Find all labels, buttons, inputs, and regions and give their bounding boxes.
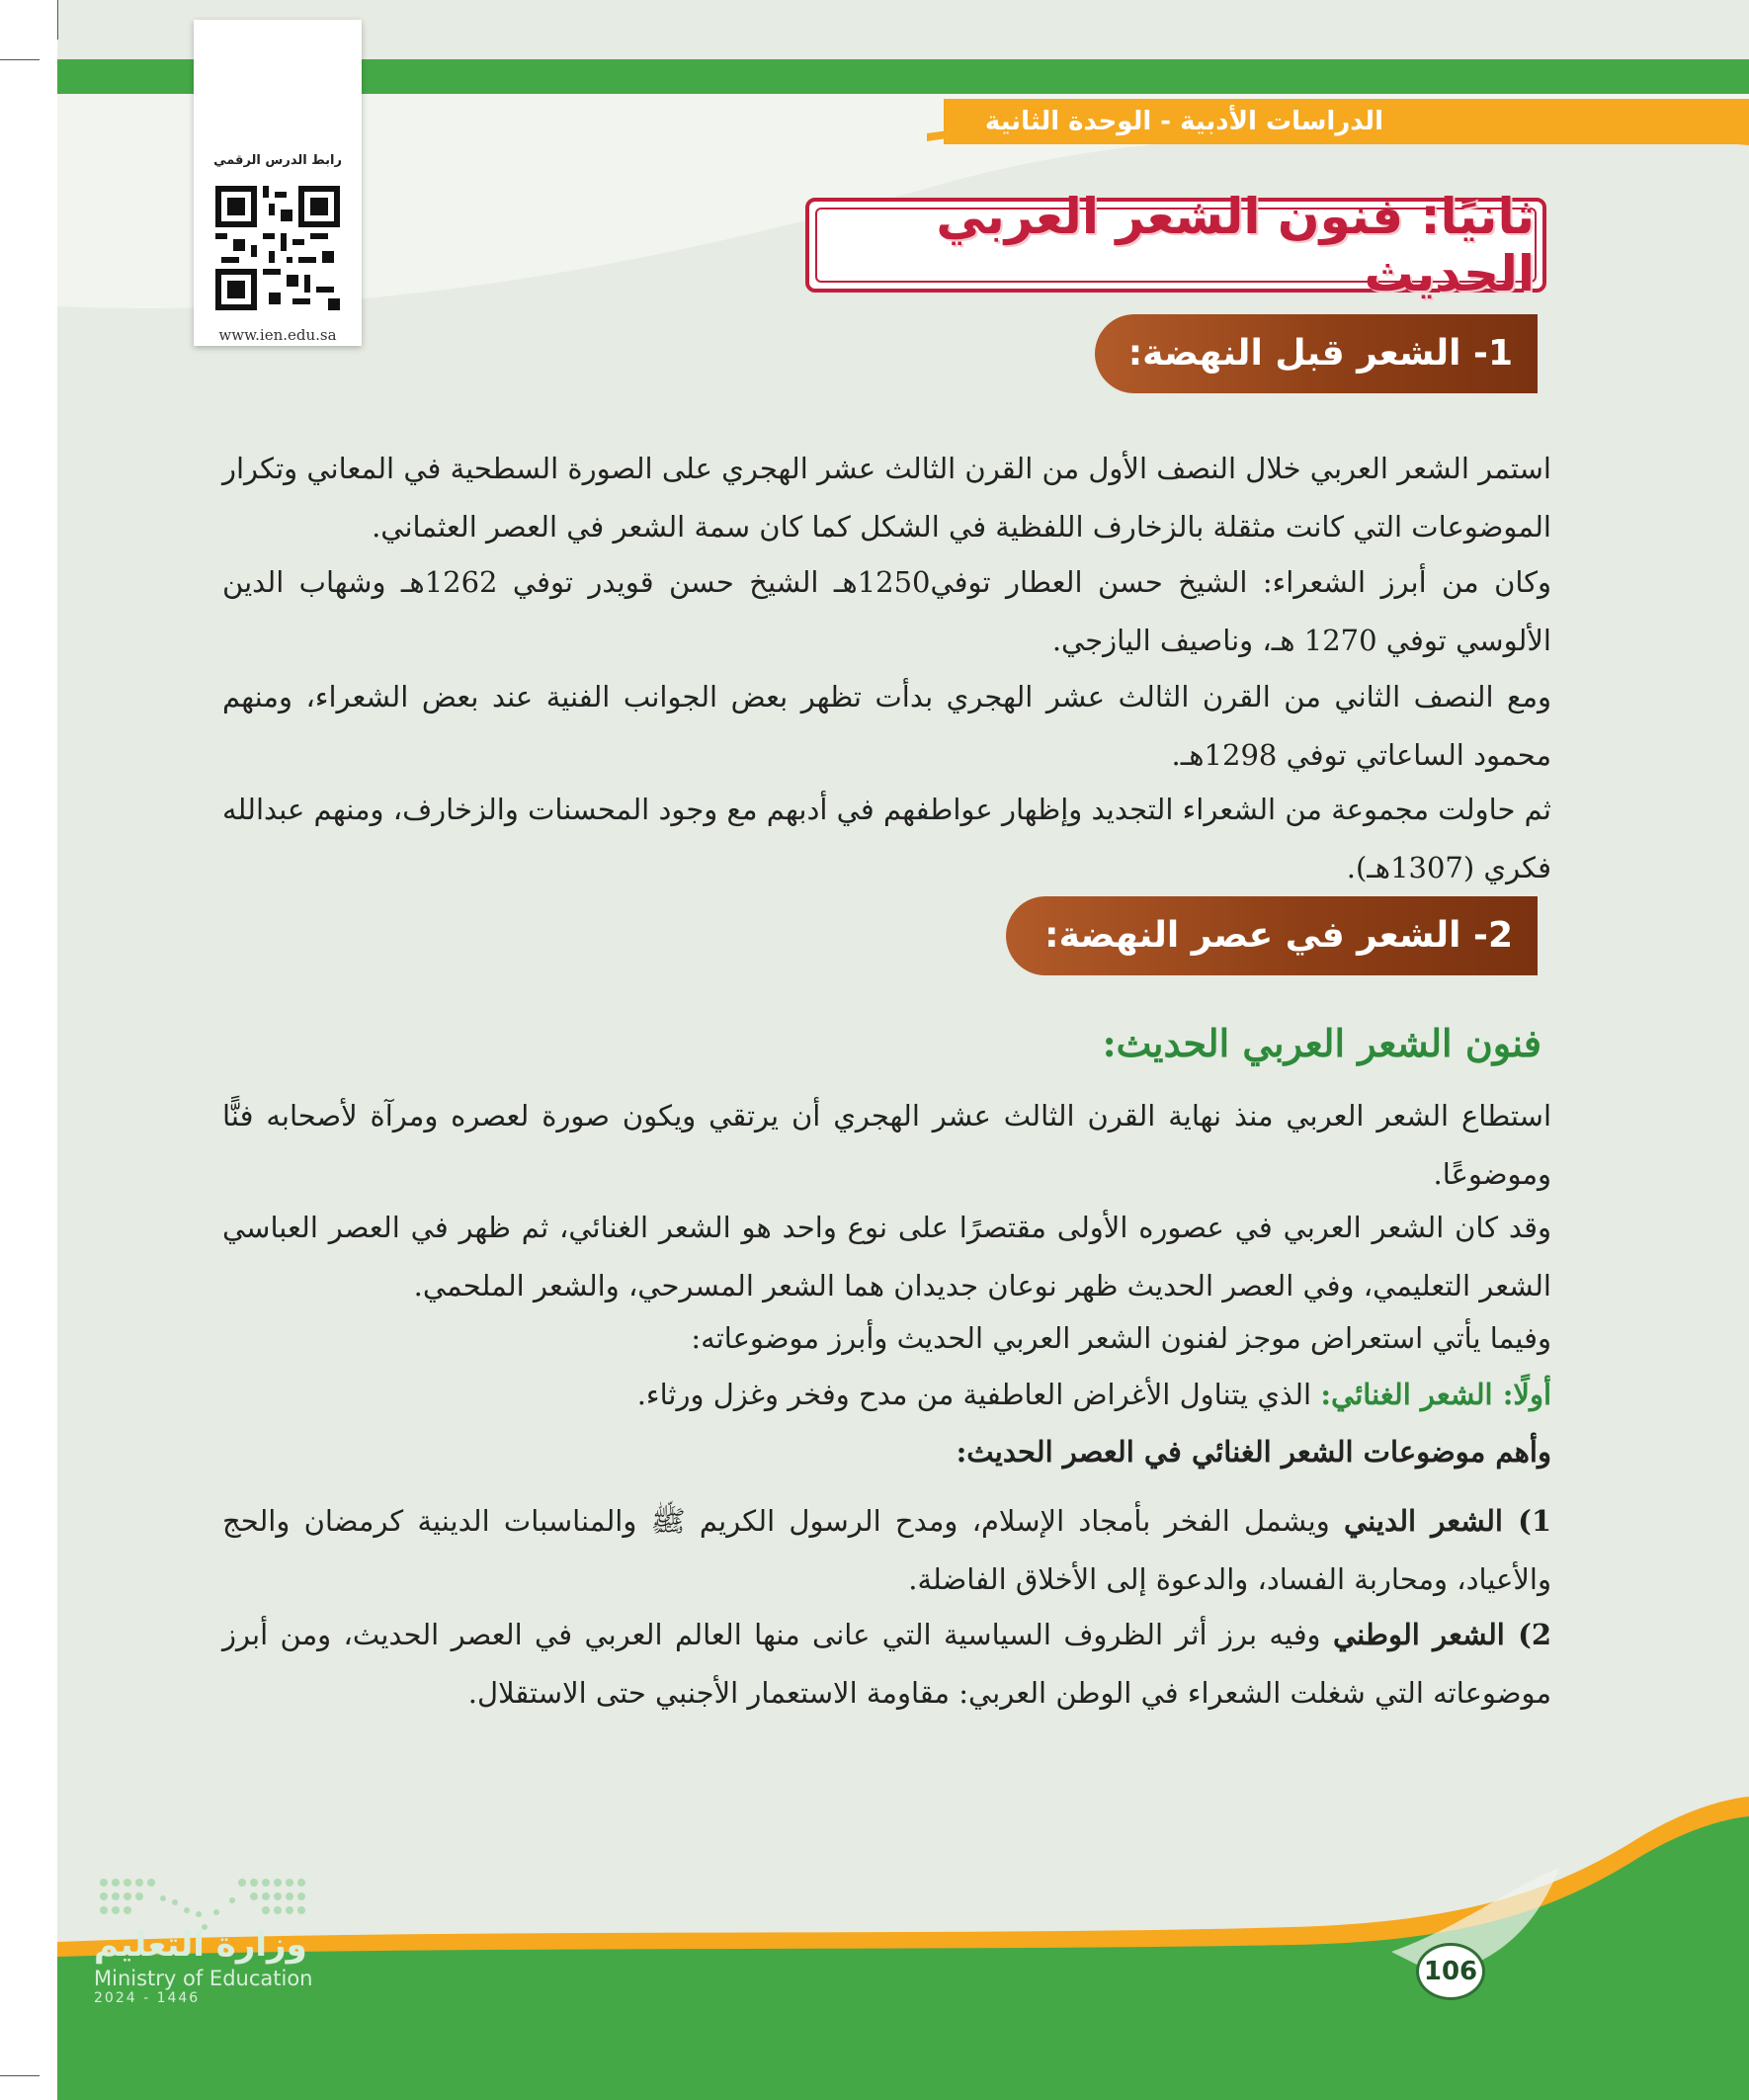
topic-item-2 — [222, 1606, 1551, 1722]
topic-item-2-label: 2) الشعر الوطني — [1332, 1618, 1552, 1651]
main-title-inner-frame — [815, 188, 1537, 302]
section2-paragraph-3: وفيما يأتي استعراض موجز لفنون الشعر العربي الحديث وأبرز موضوعاته: — [691, 1321, 1551, 1355]
ministry-name-arabic: وزارة التعليم — [94, 1925, 307, 1965]
topics-heading: وأهم موضوعات الشعر الغنائي في العصر الحديث: — [956, 1435, 1551, 1469]
topic-item-1-text: ويشمل الفخر بأمجاد الإسلام، ومدح الرسول الكريم ﷺ والمناسبات الدينية كرمضان والحج والأعياد، ومحاربة الفساد، والدعوة إلى الأخلاق الفاضلة. — [222, 1504, 1551, 1596]
lyric-poetry-text: الذي يتناول الأغراض العاطفية من مدح وفخر وغزل ورثاء. — [636, 1378, 1312, 1411]
section2-heading: 2- الشعر في عصر النهضة: — [1006, 896, 1538, 975]
topic-item-2-text: وفيه برز أثر الظروف السياسية التي عانى منها العالم العربي في العصر الحديث، ومن أبرز موضوعاته التي شغلت الشعراء في الوطن العربي: مقاومة الاستعمار الأجنبي حتى الاستقلال. — [222, 1618, 1551, 1710]
section1-paragraph-1: استمر الشعر العربي خلال النصف الأول من القرن الثالث عشر الهجري على الصورة السطحية في المعاني وتكرار الموضوعات التي كانت مثقلة بالزخارف اللفظية في الشكل كما كان سمة الشعر في العصر العثماني. — [222, 452, 1551, 544]
lyric-poetry-label: أولًا: الشعر الغنائي: — [1320, 1378, 1551, 1411]
unit-title: الدراسات الأدبية - الوحدة الثانية — [984, 107, 1383, 136]
qr-url[interactable]: www.ien.edu.sa — [218, 326, 337, 344]
page-title: ثانيًا: فنون الشعر العربي الحديث — [936, 188, 1535, 302]
section1-paragraph-3: ومع النصف الثاني من القرن الثالث عشر الهجري بدأت تظهر بعض الجوانب الفنية عند بعض الشعراء، ومنهم محمود الساعاتي توفي 1298هـ. — [222, 680, 1551, 772]
lyric-poetry-line — [222, 1366, 1551, 1424]
section1-heading: 1- الشعر قبل النهضة: — [1095, 314, 1538, 393]
section1-paragraph-4: ثم حاولت مجموعة من الشعراء التجديد وإظهار عواطفهم في أدبهم مع وجود المحسنات والزخارف، ومنهم عبدالله فكري (1307هـ). — [222, 793, 1551, 884]
section1-paragraph-2: وكان من أبرز الشعراء: الشيخ حسن العطار توفي1250هـ الشيخ حسن قويدر توفي 1262هـ وشهاب الدين الألوسي توفي 1270 هـ، وناصيف اليازجي. — [222, 565, 1552, 657]
qr-card[interactable] — [194, 20, 362, 346]
qr-code-icon[interactable] — [215, 186, 340, 310]
page-number: 106 — [1416, 1943, 1485, 2000]
crop-mark — [0, 2075, 40, 2076]
crop-mark — [0, 59, 40, 60]
qr-label: رابط الدرس الرقمي — [213, 153, 342, 168]
section2-paragraph-2: وقد كان الشعر العربي في عصوره الأولى مقتصرًا على نوع واحد هو الشعر الغنائي، ثم ظهر في العصر العباسي الشعر التعليمي، وفي العصر الحديث ظهر نوعان جديدان هما الشعر المسرحي، والشعر الملحمي. — [222, 1211, 1551, 1302]
ministry-name-english: Ministry of Education — [94, 1967, 313, 1990]
ministry-year: 2024 - 1446 — [94, 1990, 201, 2006]
unit-tab — [944, 99, 1749, 144]
main-title-frame — [805, 188, 1546, 302]
section2-paragraph-1: استطاع الشعر العربي منذ نهاية القرن الثالث عشر الهجري أن يرتقي ويكون صورة لعصره ومرآة لأصحابه فنًّا وموضوعًا. — [222, 1099, 1551, 1191]
crop-mark — [57, 0, 58, 40]
topic-item-1-label: 1) الشعر الديني — [1344, 1504, 1552, 1538]
topic-item-1 — [222, 1492, 1551, 1609]
section2-subheading: فنون الشعر العربي الحديث: — [1102, 1021, 1541, 1065]
